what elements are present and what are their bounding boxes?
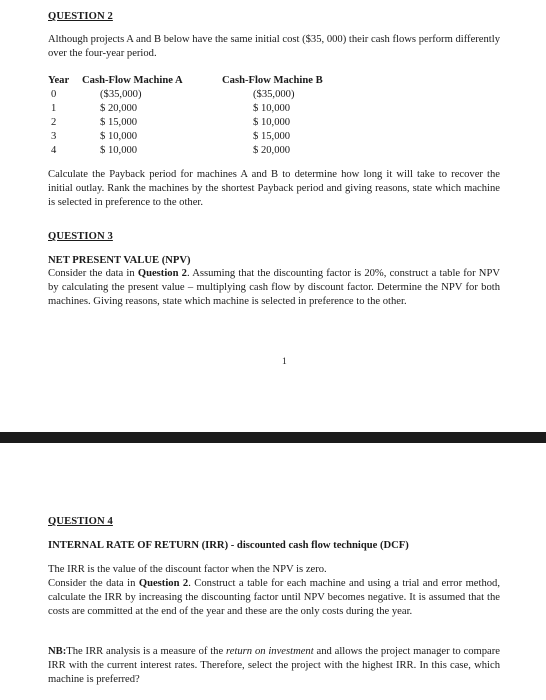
machine-b-header: Cash-Flow Machine B: [222, 75, 323, 86]
question-4-note: NB:The IRR analysis is a measure of the return on investment and allows the project manager to compare IRR with the current interest rates. Therefore, select the project with the highest IRR. In this case, which machine is preferred?: [48, 646, 500, 685]
year-cell: 1: [51, 102, 57, 114]
machine-a-cell: $ 10,000: [100, 144, 138, 156]
question-4-heading: QUESTION 4: [48, 516, 113, 527]
question-2-intro: Although projects A and B below have the same initial cost ($35, 000) their cash flows perform differently over the four-year period.: [48, 34, 500, 59]
machine-a-cell: $ 20,000: [100, 102, 138, 114]
machine-b-column: [222, 74, 323, 158]
machine-a-cell: ($35,000): [100, 88, 142, 100]
year-cell: 0: [51, 88, 57, 100]
machine-b-cell: $ 15,000: [253, 130, 291, 142]
question-3-text: Consider the data in Question 2. Assuming that the discounting factor is 20%, construct a table for NPV by calculating the present value – multiplying cash flow by discount factor. Determine the NPV for both machines. Giving reasons, state which machine is selected in preference to the other.: [48, 268, 501, 307]
machine-b-cell: $ 10,000: [253, 116, 291, 128]
year-cell: 3: [51, 130, 57, 142]
machine-a-header: Cash-Flow Machine A: [82, 75, 183, 86]
machine-b-cell: $ 20,000: [253, 144, 291, 156]
machine-b-cell: $ 10,000: [253, 102, 291, 114]
page-number: 1: [282, 357, 287, 367]
question-3-heading: QUESTION 3: [48, 231, 113, 242]
machine-a-cell: $ 10,000: [100, 130, 138, 142]
machine-a-cell: $ 15,000: [100, 116, 138, 128]
year-header: Year: [48, 75, 70, 86]
irr-subheading: INTERNAL RATE OF RETURN (IRR) - discounted cash flow technique (DCF): [48, 540, 409, 551]
year-cell: 2: [51, 116, 57, 128]
question-4-text: Consider the data in Question 2. Construct a table for each machine and using a trial and error method, calculate the IRR by increasing the discounting factor until NPV becomes negative. It is assumed that the costs are committed at the end of the year and these are the only costs during the year.: [48, 578, 500, 617]
machine-a-column: [82, 74, 183, 158]
irr-definition: The IRR is the value of the discount factor when the NPV is zero.: [48, 564, 327, 575]
question-2-heading: QUESTION 2: [48, 11, 113, 22]
npv-subheading: NET PRESENT VALUE (NPV): [48, 255, 191, 266]
year-column: [48, 74, 69, 158]
year-cell: 4: [51, 144, 57, 156]
machine-b-cell: ($35,000): [253, 88, 295, 100]
question-2-task: Calculate the Payback period for machines A and B to determine how long it will take to recover the initial outlay. Rank the machines by the shortest Payback period and giving reasons, state which machine is selected in preference to the other.: [48, 169, 500, 208]
page-divider: [0, 432, 546, 443]
page-2: [0, 443, 546, 700]
